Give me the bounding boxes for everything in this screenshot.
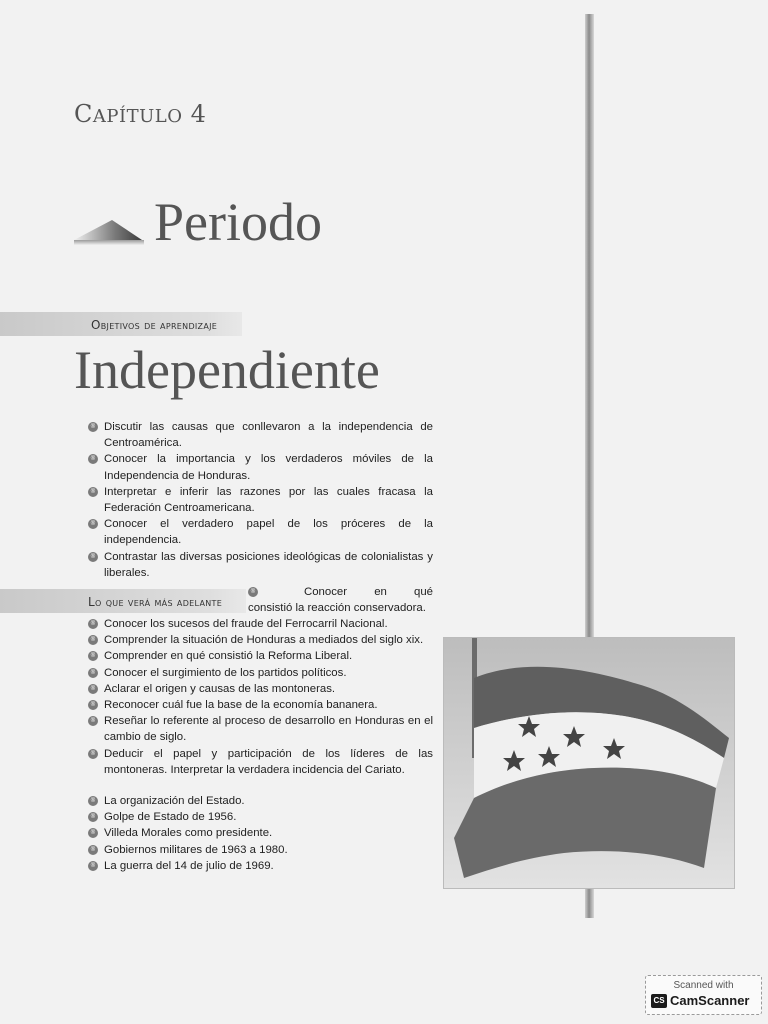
bullet-icon: ® [88, 635, 98, 645]
objectives-list [88, 419, 433, 581]
chapter-cap: C [74, 100, 93, 128]
bullet-icon: ® [88, 519, 98, 529]
list-item: ® La organización del Estado. [88, 793, 433, 809]
camscanner-watermark: Scanned with CS CamScanner [645, 975, 762, 1015]
later-header: Lo que verá más adelante [88, 595, 223, 609]
list-item: ® Golpe de Estado de 1956. [88, 809, 433, 825]
bullet-icon: ® [88, 454, 98, 464]
chapter-word: APÍTULO [92, 106, 183, 127]
list-item: ® Reseñar lo referente al proceso de desarrollo en Honduras en el cambio de siglo. [88, 713, 433, 745]
title-line-2: Independiente [74, 340, 380, 400]
list-item: ® Conocer en qué consistió la reacción conservadora. [248, 586, 433, 615]
camscanner-logo-icon: CS [651, 994, 667, 1008]
objectives-header-band [0, 312, 242, 336]
flag-icon [444, 638, 734, 888]
list-item: ® Discutir las causas que conllevaron a la independencia de Centroamérica. [88, 419, 433, 451]
honduras-flag-photo [443, 637, 735, 889]
bullet-icon: ® [88, 651, 98, 661]
bullet-icon: ® [88, 700, 98, 710]
list-item: ® Conocer los sucesos del fraude del Ferrocarril Nacional. [88, 616, 433, 632]
list-item: ® Villeda Morales como presidente. [88, 825, 433, 841]
bullet-icon: ® [88, 668, 98, 678]
list-item: ® Interpretar e inferir las razones por las cuales fracasa la Federación Centroamericana. [88, 484, 433, 516]
list-item: ® Gobiernos militares de 1963 a 1980. [88, 842, 433, 858]
bullet-icon: ® [88, 487, 98, 497]
bullet-icon: ® [88, 812, 98, 822]
list-item: ® Comprender la situación de Honduras a mediados del siglo xix. [88, 632, 433, 648]
bullet-icon: ® [248, 587, 258, 597]
list-item: ® Conocer el verdadero papel de los próceres de la independencia. [88, 516, 433, 548]
bullet-icon: ® [88, 422, 98, 432]
list-item: ® Contrastar las diversas posiciones ideológicas de colonialistas y liberales. [88, 549, 433, 581]
bullet-icon: ® [88, 749, 98, 759]
triangle-icon [72, 218, 150, 246]
bullet-icon: ® [88, 684, 98, 694]
later-list [88, 793, 433, 874]
list-item: ® Reconocer cuál fue la base de la economía bananera. [88, 697, 433, 713]
list-item: ® Comprender en qué consistió la Reforma Liberal. [88, 648, 433, 664]
bullet-icon: ® [88, 716, 98, 726]
list-item: ® Conocer la importancia y los verdaderos móviles de la Independencia de Honduras. [88, 451, 433, 483]
topics-list [88, 616, 433, 778]
list-item: ® Aclarar el origen y causas de las montoneras. [88, 681, 433, 697]
objectives-header: Objetivos de aprendizaje [91, 318, 218, 332]
later-header-band [0, 589, 246, 613]
list-item: ® Deducir el papel y participación de los líderes de las montoneras. Interpretar la verdadera incidencia del Cariato. [88, 746, 433, 778]
bullet-icon: ® [88, 828, 98, 838]
bullet-icon: ® [88, 552, 98, 562]
bullet-icon: ® [88, 861, 98, 871]
list-item: ® La guerra del 14 de julio de 1969. [88, 858, 433, 874]
title-line-1: Periodo [154, 192, 322, 252]
list-item: ® Conocer el surgimiento de los partidos políticos. [88, 665, 433, 681]
bullet-icon: ® [88, 796, 98, 806]
bullet-icon: ® [88, 845, 98, 855]
chapter-heading [74, 100, 206, 128]
chapter-number: 4 [190, 100, 207, 128]
bullet-icon: ® [88, 619, 98, 629]
